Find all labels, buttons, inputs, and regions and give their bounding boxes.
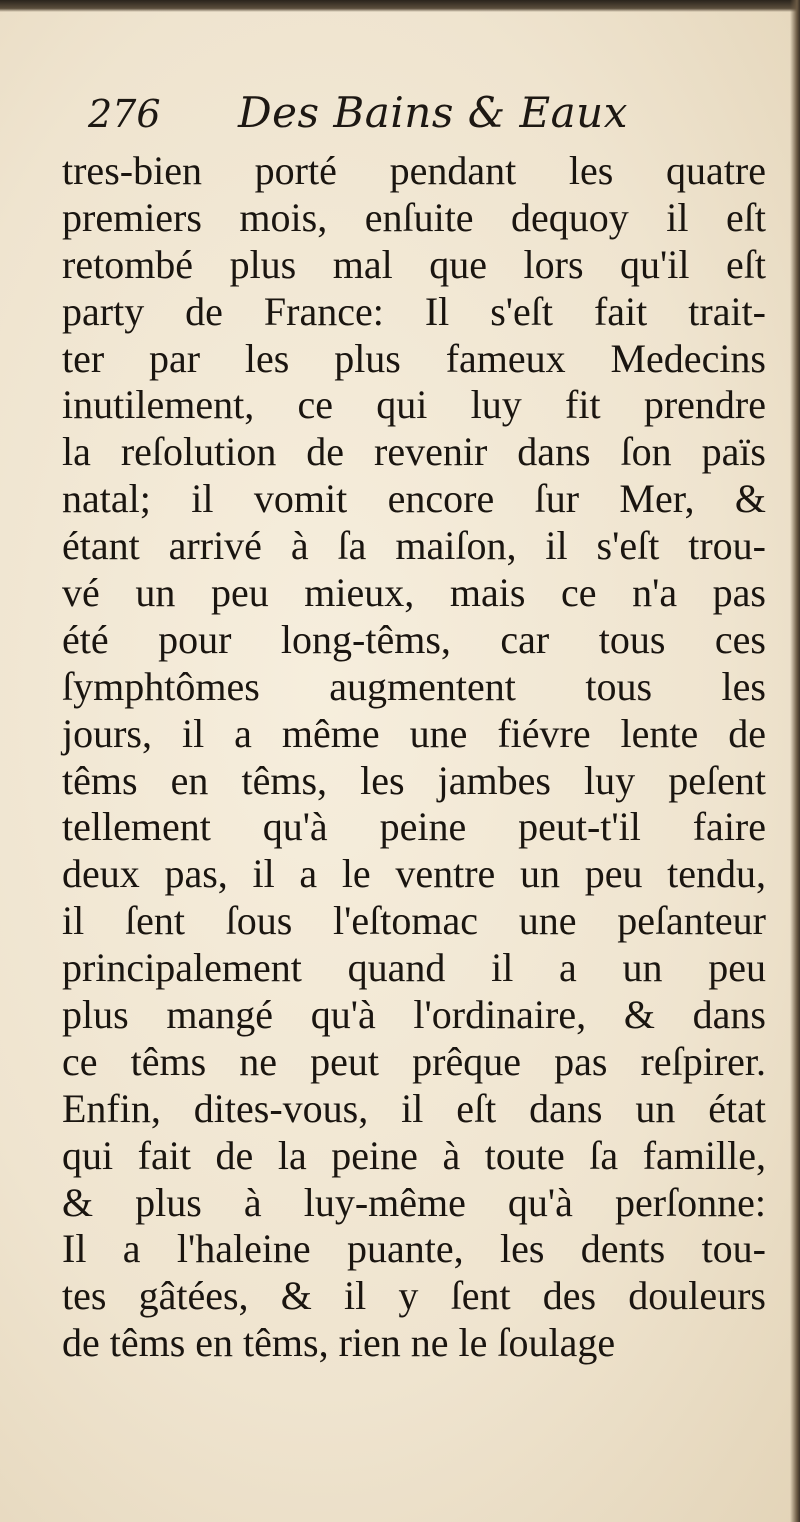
text-line: tellement qu'à peine peut-t'il faire	[62, 804, 766, 850]
text-line: ſymphtômes augmentent tous les	[62, 663, 766, 709]
text-line: premiers mois, enſuite dequoy il eſt	[62, 194, 766, 240]
page-top-edge	[0, 0, 800, 12]
text-line: & plus à luy-même qu'à perſonne:	[62, 1179, 766, 1225]
text-line: natal; il vomit encore ſur Mer, &	[62, 476, 766, 522]
text-line: tres-bien porté pendant les quatre	[62, 148, 766, 193]
text-line: Il a l'haleine puante, les dents tou-	[62, 1226, 766, 1272]
text-line: ter par les plus fameux Medecins	[62, 335, 766, 381]
page-number: 276	[88, 92, 161, 136]
text-line: étant arrivé à ſa maiſon, il s'eſt trou-	[62, 523, 766, 569]
text-line: été pour long-têms, car tous ces	[62, 616, 766, 662]
text-line: têms en têms, les jambes luy peſent	[62, 757, 766, 803]
text-line: inutilement, ce qui luy fit prendre	[62, 382, 766, 428]
text-line: tes gâtées, & il y ſent des douleurs	[62, 1273, 766, 1319]
text-line: deux pas, il a le ventre un peu tendu,	[62, 851, 766, 897]
text-line: retombé plus mal que lors qu'il eſt	[62, 241, 766, 287]
body-text	[62, 148, 782, 1367]
text-line: la reſolution de revenir dans ſon païs	[62, 429, 766, 475]
text-line: qui fait de la peine à toute ſa famille,	[62, 1132, 766, 1178]
text-line: plus mangé qu'à l'ordinaire, & dans	[62, 992, 766, 1038]
text-line: jours, il a même une fiévre lente de	[62, 710, 766, 756]
running-title: Des Bains & Eaux	[238, 88, 628, 137]
text-line: principalement quand il a un peu	[62, 945, 766, 991]
page-right-edge	[790, 0, 800, 1522]
text-line: il ſent ſous l'eſtomac une peſanteur	[62, 898, 766, 944]
text-line: Enfin, dites-vous, il eſt dans un état	[62, 1085, 766, 1131]
text-line: ce têms ne peut prêque pas reſpirer.	[62, 1038, 766, 1084]
page-header	[88, 88, 708, 148]
text-line: de têms en têms, rien ne le ſoulage	[62, 1320, 616, 1366]
text-line: vé un peu mieux, mais ce n'a pas	[62, 570, 766, 616]
text-line: party de France: Il s'eſt fait trait-	[62, 288, 766, 334]
